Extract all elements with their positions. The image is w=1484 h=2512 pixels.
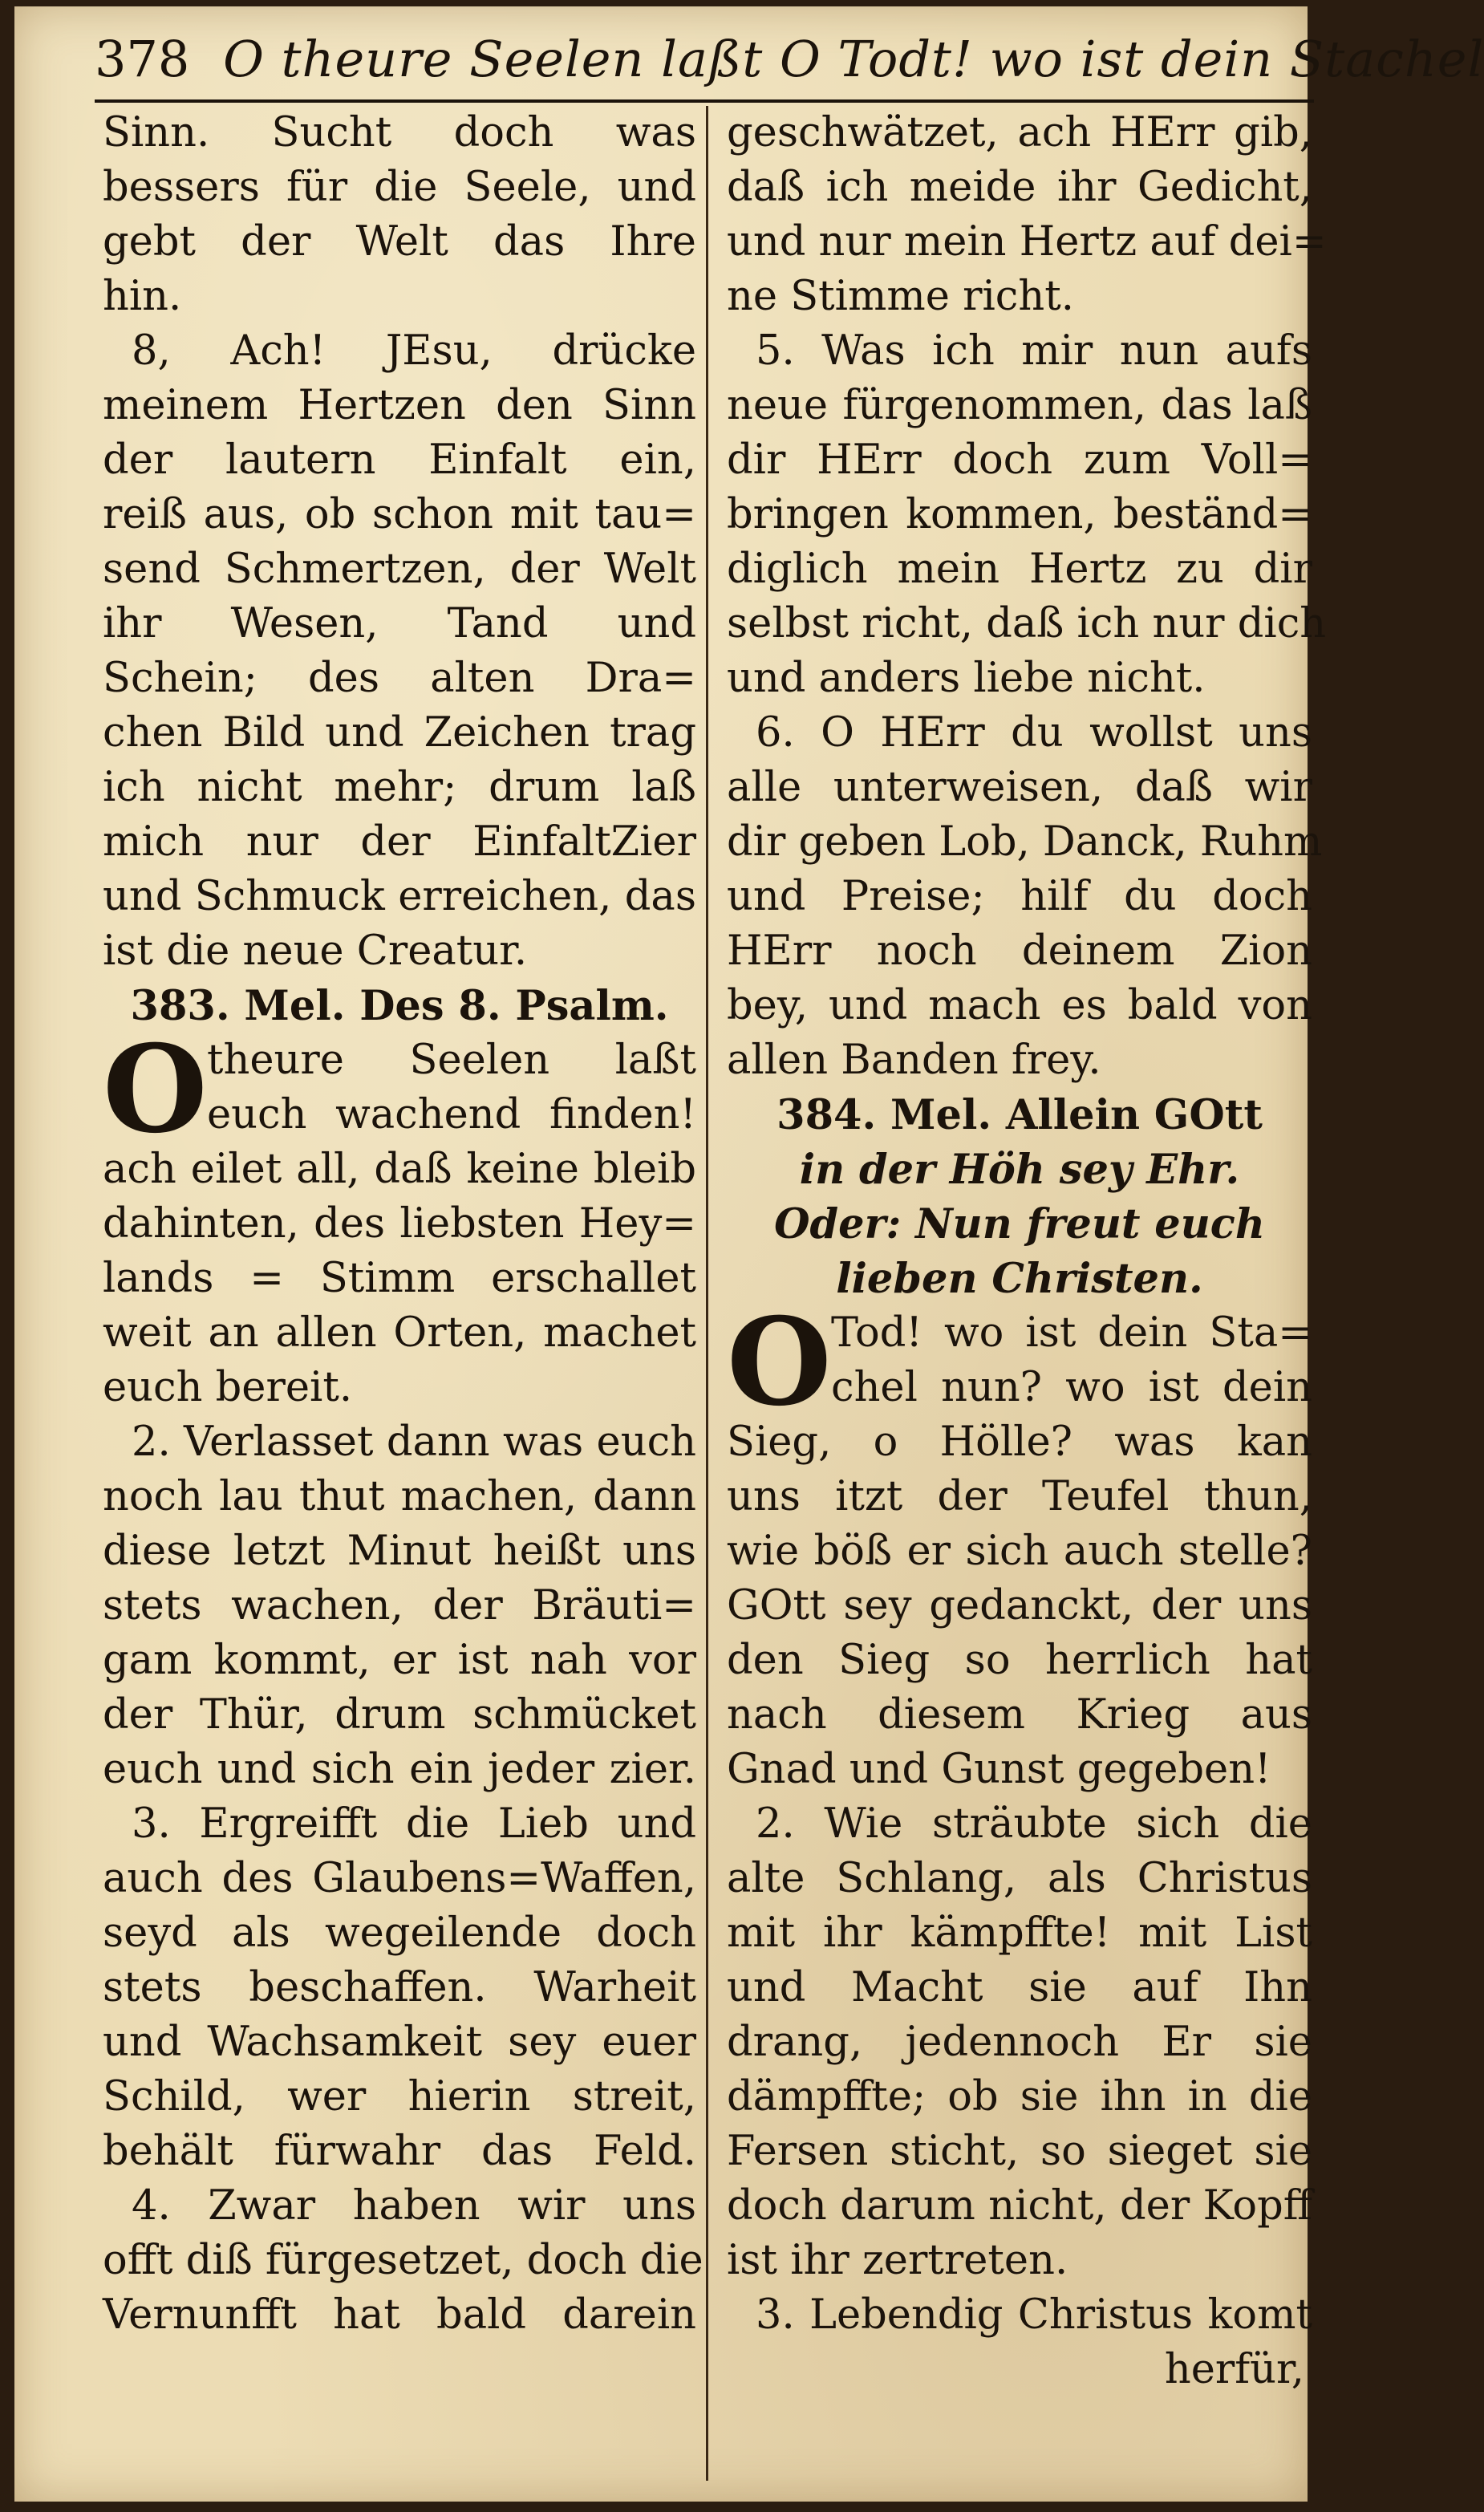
- text-line: nach diesem Krieg aus: [727, 1691, 1312, 1739]
- hymn-383-verse-6: [727, 706, 1323, 1088]
- text-line: und Wachsamkeit sey euer: [103, 2019, 696, 2066]
- text-line: auch des Glaubens=Waffen,: [103, 1855, 696, 1902]
- text-line: weit an allen Orten, machet: [103, 1309, 696, 1357]
- text-line: gebt der Welt das Ihre: [103, 218, 696, 266]
- text-line: stets beschaffen. Warheit: [103, 1964, 696, 2011]
- text-line: reiß aus, ob schon mit tau=: [103, 491, 696, 538]
- column-divider: [706, 106, 708, 2481]
- text-line: seyd als wegeilende doch: [103, 1909, 696, 1957]
- verse-first-line: 2. Wie sträubte sich die: [756, 1800, 1312, 1848]
- text-line: meinem Hertzen den Sinn: [103, 382, 696, 429]
- running-title: O theure Seelen laßt O Todt! wo ist dein Stachel: [223, 30, 1484, 88]
- text-line: Tod! wo ist dein Sta=: [831, 1309, 1312, 1357]
- hymn-383-verse-5: [727, 324, 1327, 706]
- text-line: und Macht sie auf Ihn: [727, 1964, 1312, 2011]
- text-line: Gnad und Gunst gegeben!: [727, 1746, 1271, 1793]
- page-number: 378: [95, 30, 190, 88]
- hymn-384-verse-2: [727, 1797, 1312, 2288]
- text-line: dir geben Lob, Danck, Ruhm: [727, 818, 1323, 866]
- text-line: dir HErr doch zum Voll=: [727, 436, 1312, 484]
- hymn-384-heading: [727, 1088, 1312, 1306]
- text-line: drang, jedennoch Er sie: [727, 2019, 1312, 2066]
- right-continuation: [727, 106, 1327, 324]
- verse-first-line: 2. Verlasset dann was euch: [132, 1418, 696, 1466]
- text-line: Schild, wer hierin streit,: [103, 2073, 696, 2120]
- text-line: ist ihr zertreten.: [727, 2237, 1068, 2284]
- text-line: ich nicht mehr; drum laß: [103, 764, 696, 811]
- text-line: hin.: [103, 273, 182, 320]
- verse-first-line: 4. Zwar haben wir uns: [132, 2182, 696, 2230]
- hymn-384-heading-line: Oder: Nun freut euch: [774, 1200, 1265, 1248]
- hymn-384-heading-line: lieben Christen.: [836, 1255, 1203, 1303]
- text-line: uns itzt der Teufel thun,: [727, 1473, 1312, 1520]
- left-continuation: [103, 106, 696, 324]
- text-line: und nur mein Hertz auf dei=: [727, 218, 1327, 266]
- text-line: ihr Wesen, Tand und: [103, 600, 696, 647]
- text-line: bringen kommen, beständ=: [727, 491, 1312, 538]
- verse-first-line: 3. Lebendig Christus komt: [756, 2291, 1312, 2339]
- text-line: alle unterweisen, daß wir: [727, 764, 1312, 811]
- header-rule: [95, 99, 1314, 103]
- drop-cap-initial: O: [727, 1292, 832, 1433]
- text-line: wie böß er sich auch stelle?: [727, 1528, 1312, 1575]
- text-line: mit ihr kämpffte! mit List: [727, 1909, 1312, 1957]
- hymn-383-verse-2: [103, 1415, 696, 1797]
- hymn-384-verse-3: [727, 2288, 1312, 2343]
- text-line: euch und sich ein jeder zier.: [103, 1746, 696, 1793]
- hymn-384-opening: [727, 1292, 1312, 1433]
- text-line: alte Schlang, als Christus: [727, 1855, 1312, 1902]
- hymn-383-heading: 383. Mel. Des 8. Psalm.: [130, 982, 669, 1030]
- hymn-383-verse-1: [103, 1142, 696, 1415]
- hymn-384-heading-line: in der Höh sey Ehr.: [799, 1146, 1240, 1194]
- text-line: diese letzt Minut heißt uns: [103, 1528, 696, 1575]
- text-line: mich nur der EinfaltZier: [103, 818, 696, 866]
- text-line: bessers für die Seele, und: [103, 164, 696, 211]
- left-column: [103, 106, 703, 2497]
- text-line: geschwätzet, ach HErr gib,: [727, 109, 1312, 156]
- text-line: Vernunfft hat bald darein: [103, 2291, 696, 2339]
- text-line: ne Stimme richt.: [727, 273, 1074, 320]
- text-line: und Preise; hilf du doch: [727, 873, 1312, 920]
- text-line: der lautern Einfalt ein,: [103, 436, 696, 484]
- verse-first-line: 5. Was ich mir nun aufs: [756, 327, 1312, 375]
- text-line: den Sieg so herrlich hat: [727, 1637, 1312, 1684]
- text-line: neue fürgenommen, das laß: [727, 382, 1312, 429]
- text-line: euch bereit.: [103, 1364, 353, 1411]
- text-line: offt diß fürgesetzet, doch die: [103, 2237, 703, 2284]
- page-header: [95, 21, 1484, 98]
- text-line: ist die neue Creatur.: [103, 927, 528, 975]
- text-line: chel nun? wo ist dein: [831, 1364, 1312, 1411]
- text-line: diglich mein Hertz zu dir: [727, 546, 1312, 593]
- text-line: Sieg, o Hölle? was kan: [727, 1418, 1312, 1466]
- text-line: chen Bild und Zeichen trag: [103, 709, 696, 757]
- text-line: behält fürwahr das Feld.: [103, 2128, 696, 2175]
- text-line: Fersen sticht, so sieget sie: [727, 2128, 1312, 2175]
- text-line: doch darum nicht, der Kopff: [727, 2182, 1312, 2230]
- text-line: selbst richt, daß ich nur dich: [727, 600, 1327, 647]
- text-line: daß ich meide ihr Gedicht,: [727, 164, 1312, 211]
- hymn-383-verse-4: [103, 2179, 703, 2343]
- text-line: lands = Stimm erschallet: [103, 1255, 696, 1302]
- text-line: ach eilet all, daß keine bleib: [103, 1146, 696, 1193]
- text-line: bey, und mach es bald von: [727, 982, 1312, 1029]
- hymn-384-heading-line: 384. Mel. Allein GOtt: [776, 1091, 1263, 1139]
- text-line: allen Banden frey.: [727, 1037, 1101, 1084]
- book-page: [14, 6, 1484, 2502]
- catchword: herfür,: [1164, 2346, 1304, 2393]
- text-line: Schein; des alten Dra=: [103, 655, 696, 702]
- right-column: [727, 106, 1327, 2497]
- drop-cap-initial: O: [103, 1019, 208, 1160]
- text-line: noch lau thut machen, dann: [103, 1473, 696, 1520]
- verse-first-line: 3. Ergreifft die Lieb und: [132, 1800, 696, 1848]
- text-line: der Thür, drum schmücket: [103, 1691, 696, 1739]
- hymn-383-verse-3: [103, 1797, 696, 2179]
- text-line: dahinten, des liebsten Hey=: [103, 1200, 696, 1248]
- text-line: theure Seelen laßt: [207, 1037, 696, 1084]
- text-line: stets wachen, der Bräuti=: [103, 1582, 696, 1629]
- text-line: und anders liebe nicht.: [727, 655, 1206, 702]
- text-line: dämpffte; ob sie ihn in die: [727, 2073, 1312, 2120]
- text-line: HErr noch deinem Zion: [727, 927, 1312, 975]
- verse-8: [103, 324, 696, 979]
- text-line: und Schmuck erreichen, das: [103, 873, 696, 920]
- text-line: send Schmertzen, der Welt: [103, 546, 696, 593]
- hymn-384-verse-1: [727, 1415, 1312, 1797]
- verse-first-line: 8, Ach! JEsu, drücke: [132, 327, 696, 375]
- text-line: euch wachend finden!: [207, 1091, 696, 1138]
- text-line: Sinn. Sucht doch was: [103, 109, 696, 156]
- text-line: gam kommt, er ist nah vor: [103, 1637, 696, 1684]
- text-line: GOtt sey gedanckt, der uns: [727, 1582, 1312, 1629]
- verse-first-line: 6. O HErr du wollst uns: [756, 709, 1312, 757]
- hymn-383-opening: [103, 1019, 696, 1160]
